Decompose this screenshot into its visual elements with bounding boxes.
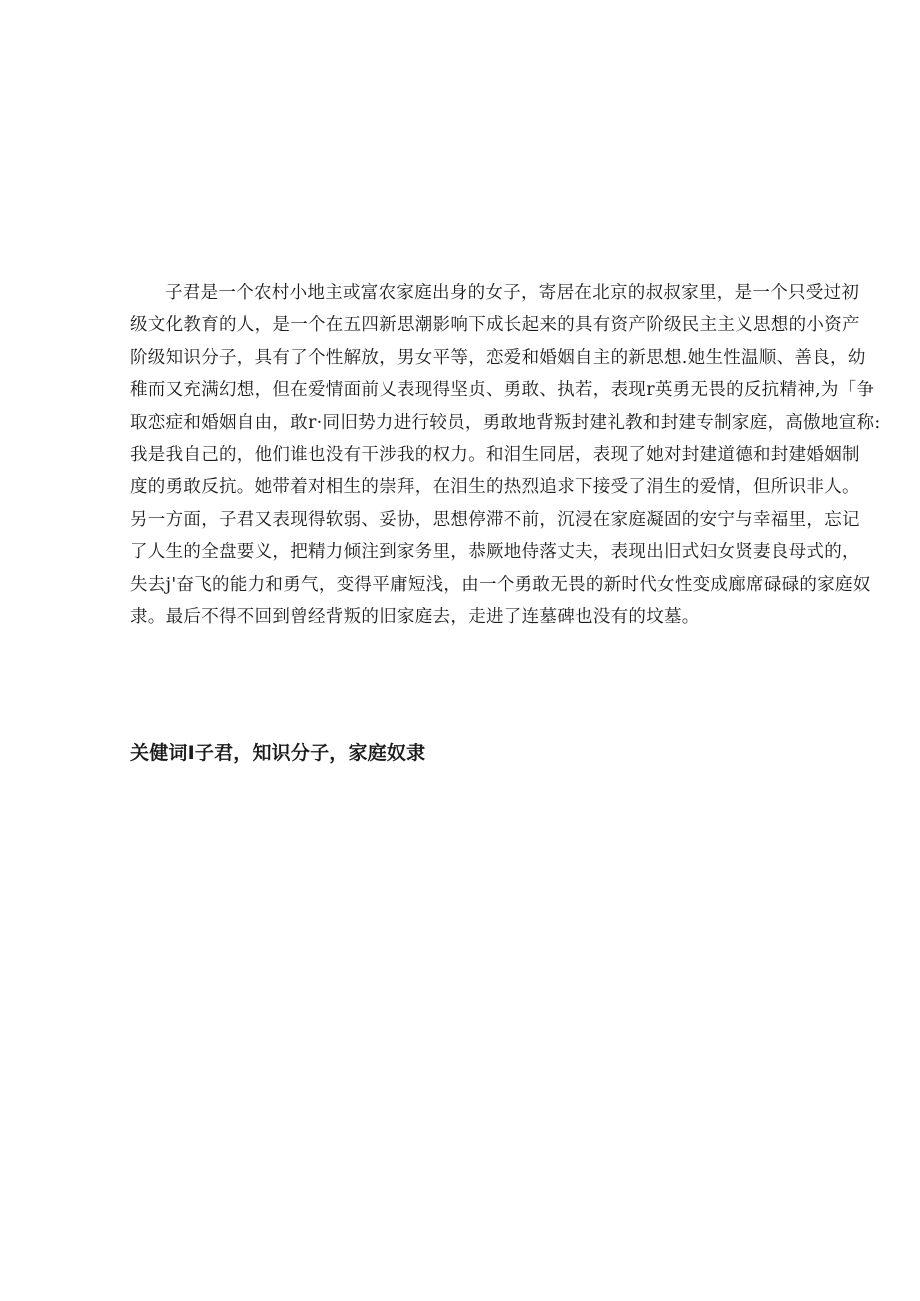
abstract-paragraph (130, 277, 881, 633)
abstract-line: 失去j'奋飞的能力和勇气，变得平庸短浅，由一个勇敢无畏的新时代女性变成廊席碌碌的家庭奴 (130, 574, 871, 595)
abstract-line: 级文化教育的人，是一个在五四新思潮影响下成长起来的具有资产阶级民主主义思想的小资产 (130, 315, 860, 336)
abstract-line: 度的勇敢反抗。她带着对相生的崇拜，在泪生的热烈追求下接受了涓生的爱情，但所识非人。 (130, 477, 860, 498)
abstract-line: 另一方面，子君又表现得软弱、妥协，思想停滞不前，沉浸在家庭凝固的安宁与幸福里，忘记 (130, 509, 860, 530)
abstract-line: 隶。最后不得不回到曾经背叛的旧家庭去，走进了连墓碑也没有的坟墓。 (130, 607, 700, 628)
abstract-line: 了人生的全盘要义，把精力倾注到家务里，恭厥地侍落丈夫，表现出旧式妇女贤妻良母式的， (130, 542, 860, 563)
keywords-line: 关健词I子君，知识分子，家庭奴隶 (130, 742, 426, 764)
abstract-line: 我是我自己的，他们谁也没有干涉我的权力。和泪生同居，表现了她对封建道德和封建婚姻制 (130, 445, 860, 466)
abstract-line: 子君是一个农村小地主或富农家庭出身的女子，寄居在北京的叔叔家里，是一个只受过初 (165, 283, 860, 303)
abstract-line: 阶级知识分子，具有了个性解放，男女平等，恋爱和婚姻自主的新思想.她生性温顺、善良，幼 (130, 347, 866, 368)
abstract-line: 稚而又充满幻想，但在爱情面前乂表现得坚贞、勇敢、执若，表现r英勇无畏的反抗精神,为「争 (130, 380, 875, 401)
abstract-line: 取恋症和婚姻自由，敢r·同旧势力进行较员，勇敢地背叛封建礼教和封建专制家庭，高傲地宣称: (130, 412, 881, 433)
